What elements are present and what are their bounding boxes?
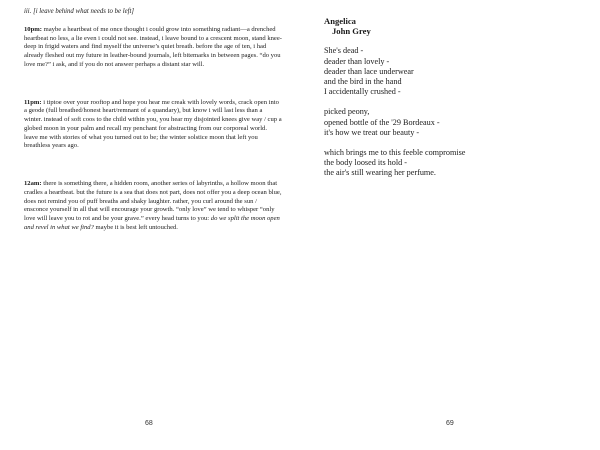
section-heading: iii. [i leave behind what needs to be left] <box>24 8 135 15</box>
entry-12am <box>24 180 282 233</box>
poem <box>324 16 584 189</box>
entry-time: 10pm: <box>24 25 42 33</box>
entry-text: i tiptoe over your rooftop and hope you hear me creak with lovely words, crack open into a geode (full breathed/honest heart/remnant of a quandary), but know i will last less than a winter. instead of soft coos to the child within you, you hear my disjointed knees give way / cup a globed moon in your palm and recall my penchant for abstracting from our corporeal world. leave me with stories of what you turned out to be; the winter solstice moon that left you breathless years ago. <box>24 98 282 150</box>
poem-line: which brings me to this feeble compromise <box>324 148 466 158</box>
poem-line: I accidentally crushed - <box>324 87 401 97</box>
right-page <box>300 0 600 450</box>
entry-10pm <box>24 26 282 70</box>
entry-tail-text: maybe it is best left untouched. <box>93 223 178 231</box>
prose-column <box>24 8 282 233</box>
poem-line: the body loosed its hold - <box>324 158 408 168</box>
poem-line: it's how we treat our beauty - <box>324 127 420 137</box>
stanza-3 <box>324 148 584 179</box>
entry-time: 12am: <box>24 180 42 187</box>
stanza-1 <box>324 46 584 97</box>
poem-line: and the bird in the hand <box>324 77 402 87</box>
poem-line: opened bottle of the '29 Bordeaux - <box>324 117 440 127</box>
page-number: 68 <box>145 420 153 427</box>
poem-line: deader than lovely - <box>324 56 390 66</box>
entry-text: maybe a heartbeat of me once thought i could grow into something radiant—a drenched heartbeat no less, a lie even i could not see. instead, i leave bound to a crescent moon, stand knee-deep in frigid waters and find myself the universe’s quiet breath. before the age of ten, i had already fleshed out my future in leather-bound journals, left bitemarks in between pages. “do you love me?” i ask, and if you do not answer perhaps a distant star will. <box>24 25 282 68</box>
poem-line: deader than lace underwear <box>324 66 414 76</box>
entry-italic-text: do we split the moon open and revel in what we find? <box>24 215 280 231</box>
entry-11pm <box>24 99 282 152</box>
poem-author: John Grey <box>332 26 371 37</box>
poem-line: the air's still wearing her perfume. <box>324 168 436 178</box>
stanza-2 <box>324 107 584 138</box>
poem-title: Angelica <box>324 16 356 26</box>
poem-line: She's dead - <box>324 46 364 56</box>
entry-time: 11pm: <box>24 98 42 106</box>
entry-text: there is something there, a hidden room, another series of labyrinths, a hollow moon that cradles a heartbeat. but the future is a sea that does not part, does not offer you a deep ocean blue, does not remind you of puff breaths and shaky laughter. rather, you curl around the sun / ensconce yourself in all that will encourage your growth. “only love” we tend to whisper “only love will leave you to rot and be your grave.” every head turns to you: <box>24 180 282 222</box>
poem-line: picked peony, <box>324 107 370 117</box>
page-number: 69 <box>446 420 454 427</box>
